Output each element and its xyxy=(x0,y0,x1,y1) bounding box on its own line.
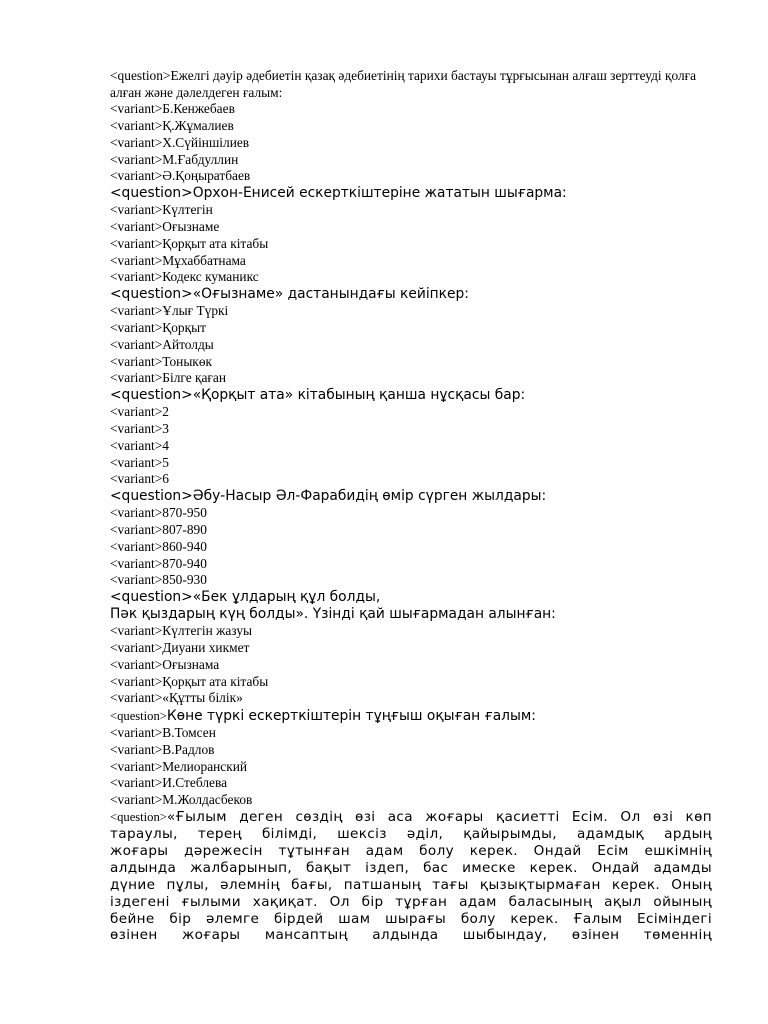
variant: <variant>Ұлығ Түркі xyxy=(110,303,229,319)
question-block-2 xyxy=(110,185,712,286)
variant: <variant>М.Жолдасбеков xyxy=(110,792,253,808)
paragraph-line: бейне бір әлемге бірдей шам шырағы болу керек. Ғалым Есіміндегі xyxy=(110,910,712,927)
variant: <variant>Білге қаған xyxy=(110,370,227,386)
variant: <variant>И.Стеблева xyxy=(110,775,228,791)
variant: <variant>870-940 xyxy=(110,555,207,571)
question-tag: <question> xyxy=(110,709,167,724)
variant: <variant>В.Радлов xyxy=(110,741,215,757)
variant: <variant>4 xyxy=(110,437,169,453)
paragraph-line: алдында жалбарынып, бақыт іздеп, бас имеске керек. Ондай адамды xyxy=(110,859,712,876)
question-block-3 xyxy=(110,286,712,387)
variant: <variant>3 xyxy=(110,420,169,436)
variant: <variant>Оғызнама xyxy=(110,656,220,672)
variant: <variant>807-890 xyxy=(110,521,207,537)
question-text: <question>Әбу-Насыр Әл-Фарабидің өмір сүрген жылдары: xyxy=(110,488,547,505)
variant: <variant>Айтолды xyxy=(110,336,214,352)
question-block-5 xyxy=(110,488,712,589)
question-block-8 xyxy=(110,809,712,944)
variant: <variant>Б.Кенжебаев xyxy=(110,101,235,117)
variant: <variant>Қ.Жұмалиев xyxy=(110,117,234,133)
question-text xyxy=(110,707,712,725)
variant: <variant>860-940 xyxy=(110,538,207,554)
variant: <variant>Қорқыт ата кітабы xyxy=(110,235,269,251)
variant: <variant>Мұхаббатнама xyxy=(110,252,246,268)
variant: <variant>6 xyxy=(110,471,169,487)
variant: <variant>2 xyxy=(110,404,169,420)
question-text: <question>«Оғызнаме» дастанындағы кейіпкер: xyxy=(110,286,469,303)
variant: <variant>В.Томсен xyxy=(110,725,216,741)
question-block-6 xyxy=(110,589,712,707)
variant: <variant>Ә.Қоңыратбаев xyxy=(110,168,251,184)
question-text-line-1: <question>«Бек ұлдарың құл болды, xyxy=(110,589,381,606)
paragraph-line: жоғары дәрежесін тұтынған адам болу керек. Ондай Есім ешкімнің xyxy=(110,842,712,859)
paragraph-line: тараулы, терең білімді, шексіз әділ, қайырымды, адамдық ардың xyxy=(110,825,712,842)
document-content xyxy=(110,68,712,944)
variant: <variant>5 xyxy=(110,454,169,470)
paragraph-line xyxy=(110,809,712,826)
variant: <variant>850-930 xyxy=(110,572,207,588)
variant: <variant>Диуани хикмет xyxy=(110,639,250,655)
variant: <variant>М.Ғабдуллин xyxy=(110,151,239,167)
variant: <variant>Оғызнаме xyxy=(110,218,220,234)
question-text: <question>Ежелгі дәуір әдебиетін қазақ әдебиетінің тарихи бастауы тұрғысынан алғаш зерттеуді қолға алған және дәлелдеген ғалым: xyxy=(110,68,697,100)
paragraph-line: өзінен жоғары мансаптың алдында шыбындау, өзінен төменнің xyxy=(110,927,712,944)
variant: <variant>«Құтты білік» xyxy=(110,690,243,706)
variant: <variant>Кодекс куманикс xyxy=(110,269,259,285)
question-text-line-2: Пәк қыздарың күң болды». Үзінді қай шығармадан алынған: xyxy=(110,606,556,623)
paragraph-text: «Ғылым деген сөздің өзі аса жоғары қасиетті Есім. Ол өзі көп xyxy=(166,809,712,826)
paragraph-line: іздегені ғылыми хақиқат. Ол бір тұрған адам баласының ақыл ойының xyxy=(110,893,712,910)
variant: <variant>Тоныкөк xyxy=(110,353,213,369)
question-block-4 xyxy=(110,387,712,488)
variant: <variant>870-950 xyxy=(110,505,207,521)
variant: <variant>Күлтегін жазуы xyxy=(110,623,253,639)
question-text: <question>Орхон-Енисей ескерткіштеріне жататын шығарма: xyxy=(110,185,567,202)
variant: <variant>Күлтегін xyxy=(110,202,213,218)
question-body: Көне түркі ескерткіштерін тұңғыш оқыған ғалым: xyxy=(166,708,536,725)
paragraph-line: дүние пұлы, әлемнің бағы, патшаның тағы қызықтырмаған керек. Оның xyxy=(110,876,712,893)
question-text: <question>«Қорқыт ата» кітабының қанша нұсқасы бар: xyxy=(110,387,526,404)
question-block-7 xyxy=(110,707,712,809)
variant: <variant>Х.Сүйіншілиев xyxy=(110,134,250,150)
variant: <variant>Қорқыт ата кітабы xyxy=(110,673,269,689)
variant: <variant>Мелиоранский xyxy=(110,758,248,774)
variant: <variant>Қорқыт xyxy=(110,319,206,335)
question-tag: <question> xyxy=(110,810,167,825)
question-block-1 xyxy=(110,68,712,185)
